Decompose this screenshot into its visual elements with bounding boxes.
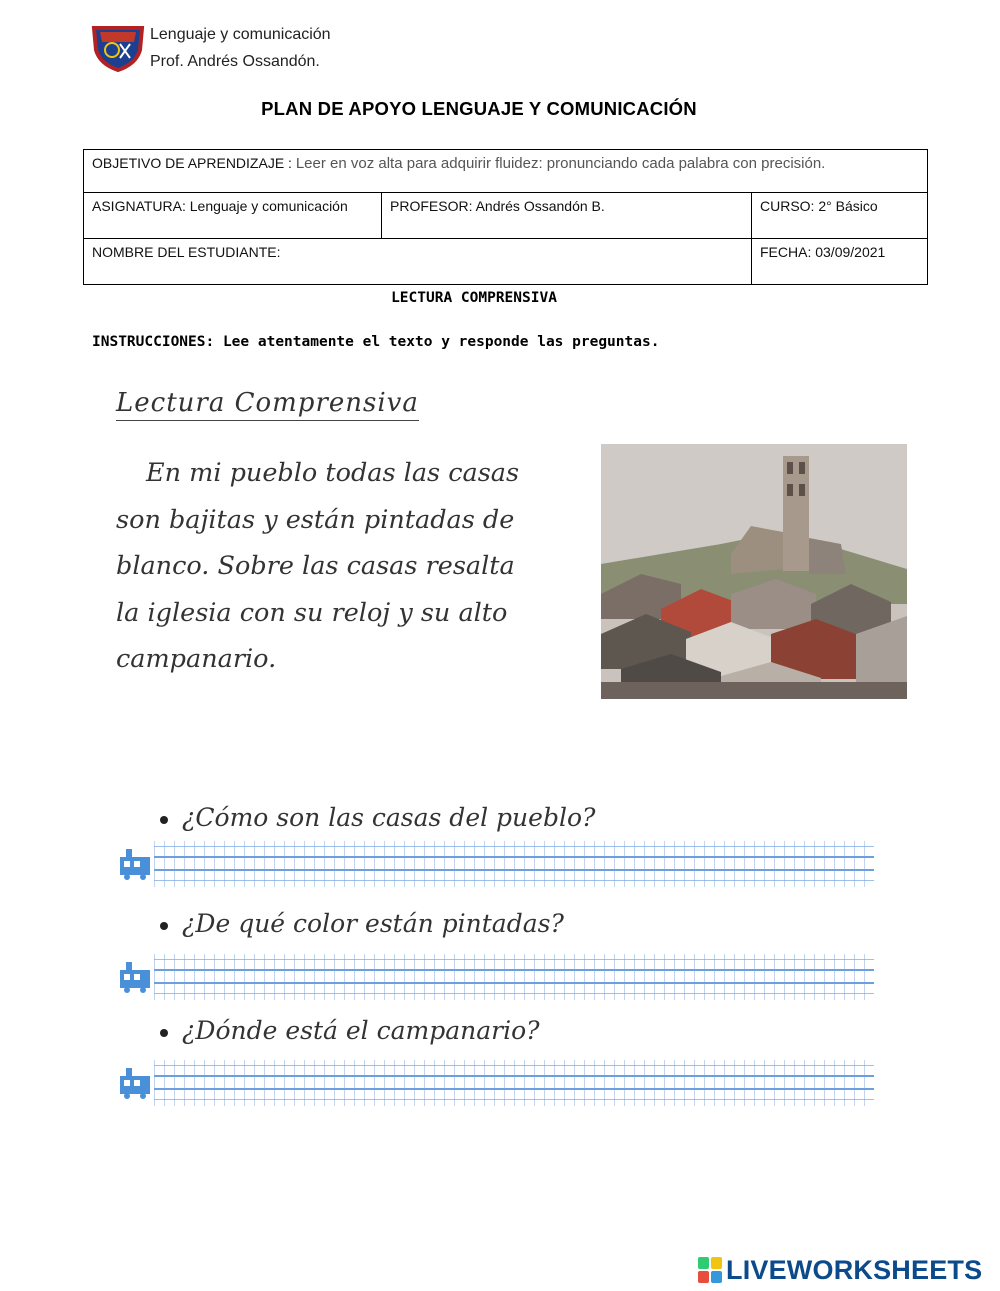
- student-name-cell[interactable]: NOMBRE DEL ESTUDIANTE:: [84, 239, 752, 285]
- passage-line: blanco. Sobre las casas resalta: [116, 551, 515, 581]
- train-icon: [118, 845, 152, 881]
- answer-lines-2[interactable]: [118, 954, 874, 1000]
- objective-text: Leer en voz alta para adquirir fluidez: pronunciando cada palabra con precisión.: [295, 155, 826, 172]
- teacher-cell: PROFESOR: Andrés Ossandón B.: [382, 193, 752, 239]
- liveworksheets-logo: [698, 1253, 982, 1287]
- liveworksheets-icon: [698, 1257, 722, 1283]
- passage-line: campanario.: [116, 644, 277, 674]
- page-title: PLAN DE APOYO LENGUAJE Y COMUNICACIÓN: [261, 98, 697, 119]
- date-cell: FECHA: 03/09/2021: [752, 239, 928, 285]
- answer-lines-1[interactable]: [118, 841, 874, 887]
- reading-passage: [116, 450, 594, 683]
- header-subject: Lenguaje y comunicación: [150, 26, 331, 43]
- question-text: ¿Cómo son las casas del pueblo?: [182, 803, 596, 832]
- subject-cell: ASIGNATURA: Lenguaje y comunicación: [84, 193, 382, 239]
- reading-title: Lectura Comprensiva: [116, 388, 419, 421]
- village-painting: [601, 444, 907, 699]
- writing-grid[interactable]: [154, 841, 874, 887]
- instructions: INSTRUCCIONES: Lee atentamente el texto y responde las preguntas.: [92, 334, 660, 350]
- objective-label: OBJETIVO DE APRENDIZAJE :: [92, 155, 292, 171]
- course-cell: CURSO: 2° Básico: [752, 193, 928, 239]
- question-1: [160, 803, 595, 832]
- train-icon: [118, 958, 152, 994]
- passage-line: la iglesia con su reloj y su alto: [116, 597, 508, 628]
- answer-lines-3[interactable]: [118, 1060, 874, 1106]
- question-2: [160, 909, 564, 938]
- question-3: [160, 1016, 540, 1045]
- section-title: LECTURA COMPRENSIVA: [391, 290, 557, 306]
- writing-grid[interactable]: [154, 1060, 874, 1106]
- passage-line: En mi pueblo todas las casas: [146, 458, 520, 488]
- question-text: ¿De qué color están pintadas?: [182, 909, 564, 938]
- objective-cell: [84, 150, 928, 193]
- passage-line: son bajitas y están pintadas de: [116, 504, 515, 535]
- header-teacher: Prof. Andrés Ossandón.: [150, 53, 320, 70]
- info-table: [83, 149, 928, 285]
- school-crest-logo: [90, 24, 146, 72]
- train-icon: [118, 1064, 152, 1100]
- question-text: ¿Dónde está el campanario?: [182, 1016, 540, 1045]
- watermark-text: LIVEWORKSHEETS: [726, 1254, 983, 1285]
- writing-grid[interactable]: [154, 954, 874, 1000]
